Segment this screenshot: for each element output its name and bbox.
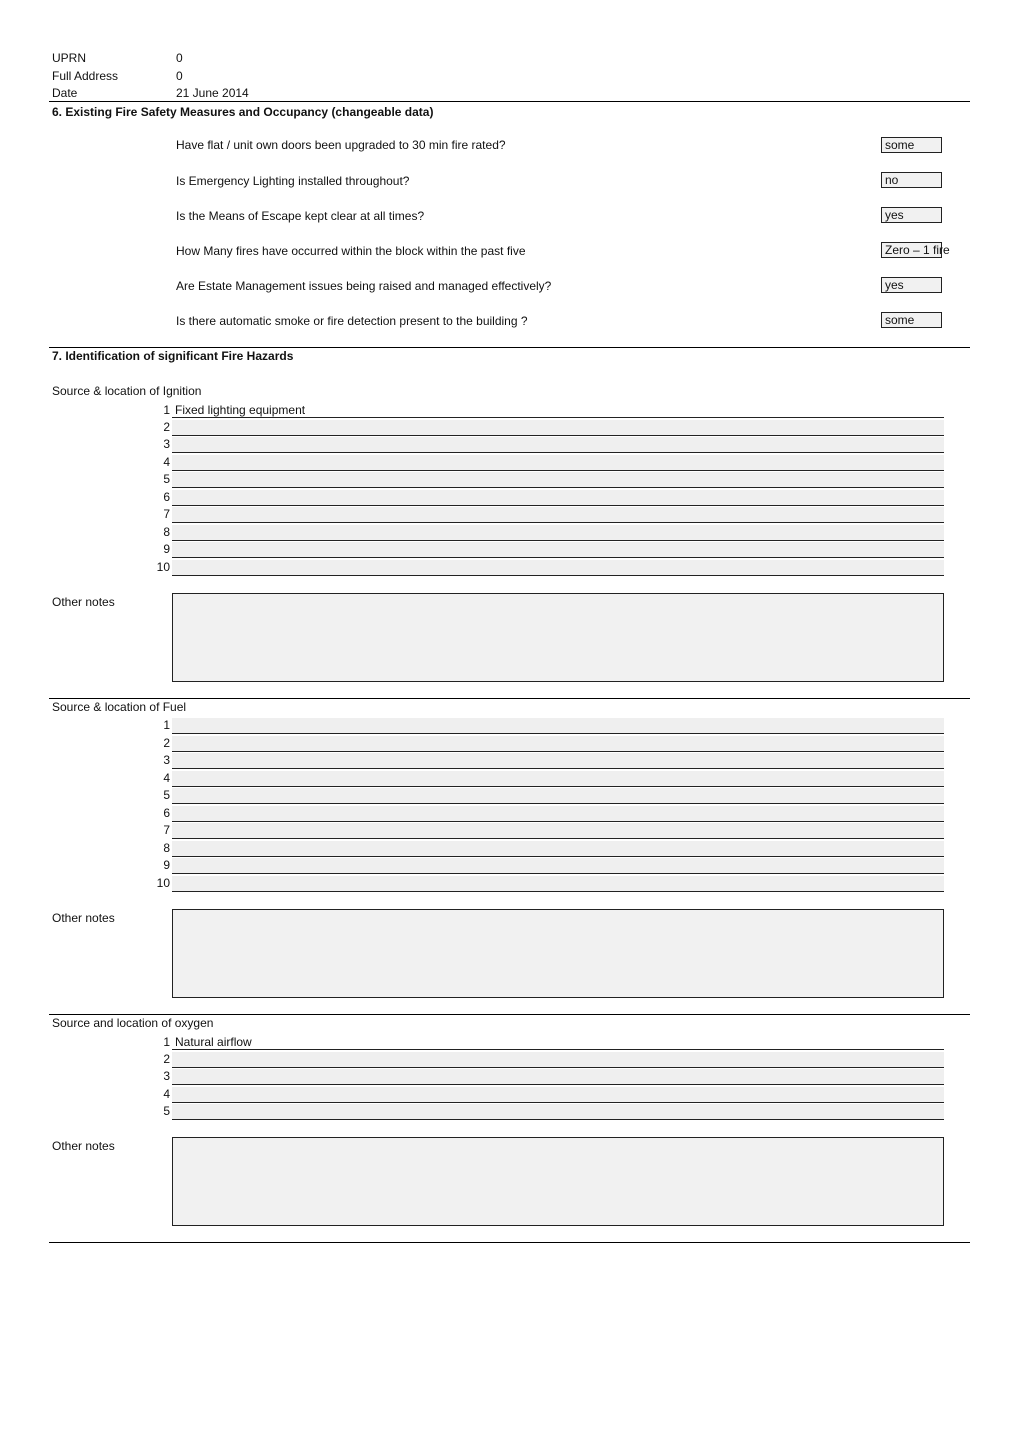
date-label: Date [52, 86, 78, 100]
fuel-row-number: 9 [163, 858, 170, 872]
oxygen-notes-field[interactable] [172, 1137, 944, 1226]
uprn-value: 0 [176, 51, 183, 65]
uprn-label: UPRN [52, 51, 87, 65]
ignition-row-number: 10 [156, 560, 170, 574]
answer-doors[interactable]: some [881, 137, 942, 153]
ignition-row-number: 6 [163, 490, 170, 504]
fuel-notes-field[interactable] [172, 909, 944, 998]
fuel-row-number: 5 [163, 788, 170, 802]
divider [49, 101, 970, 102]
ignition-row-field[interactable] [172, 542, 944, 558]
oxygen-label: Source and location of oxygen [52, 1016, 214, 1030]
ignition-row-field[interactable] [172, 507, 944, 523]
fuel-row-field[interactable] [172, 823, 944, 839]
fuel-label: Source & location of Fuel [52, 700, 187, 714]
ignition-notes-field[interactable] [172, 593, 944, 682]
fuel-row-number: 10 [156, 876, 170, 890]
oxygen-row-field[interactable]: Natural airflow [172, 1034, 944, 1050]
oxygen-row-number: 5 [163, 1104, 170, 1118]
oxygen-row-field[interactable] [172, 1052, 944, 1068]
fuel-row-number: 3 [163, 753, 170, 767]
date-value: 21 June 2014 [176, 86, 249, 100]
ignition-row-field[interactable] [172, 525, 944, 541]
answer-emergency-lighting[interactable]: no [881, 172, 942, 188]
fuel-row-number: 7 [163, 823, 170, 837]
question-means-of-escape: Is the Means of Escape kept clear at all times? [176, 209, 425, 223]
fuel-row-number: 8 [163, 841, 170, 855]
fuel-row-number: 1 [163, 718, 170, 732]
ignition-row-field[interactable] [172, 437, 944, 453]
ignition-row-field[interactable] [172, 420, 944, 436]
ignition-row-field[interactable] [172, 472, 944, 488]
ignition-row-number: 2 [163, 420, 170, 434]
oxygen-row-number: 1 [163, 1035, 170, 1049]
ignition-row-number: 8 [163, 525, 170, 539]
ignition-row-field[interactable] [172, 490, 944, 506]
fuel-row-field[interactable] [172, 736, 944, 752]
ignition-row-number: 7 [163, 507, 170, 521]
oxygen-row-field[interactable] [172, 1087, 944, 1103]
divider [49, 347, 970, 348]
question-doors: Have flat / unit own doors been upgraded to 30 min fire rated? [176, 138, 506, 152]
answer-means-of-escape[interactable]: yes [881, 207, 942, 223]
divider [49, 698, 970, 699]
question-fires-occurred: How Many fires have occurred within the block within the past five [176, 244, 526, 258]
address-value: 0 [176, 69, 183, 83]
question-estate-management: Are Estate Management issues being raised and managed effectively? [176, 279, 552, 293]
oxygen-row-number: 4 [163, 1087, 170, 1101]
ignition-row-field[interactable] [172, 455, 944, 471]
section6-title: 6. Existing Fire Safety Measures and Occupancy (changeable data) [52, 105, 434, 119]
fuel-row-field[interactable] [172, 876, 944, 892]
oxygen-notes-label: Other notes [52, 1139, 115, 1153]
fuel-row-field[interactable] [172, 788, 944, 804]
fuel-row-field[interactable] [172, 718, 944, 734]
oxygen-row-number: 3 [163, 1069, 170, 1083]
fuel-row-field[interactable] [172, 753, 944, 769]
oxygen-row-number: 2 [163, 1052, 170, 1066]
ignition-notes-label: Other notes [52, 595, 115, 609]
divider [49, 1014, 970, 1015]
answer-fires-occurred[interactable]: Zero – 1 fire [881, 242, 942, 258]
question-emergency-lighting: Is Emergency Lighting installed throughout? [176, 174, 410, 188]
fuel-row-number: 2 [163, 736, 170, 750]
divider [49, 1242, 970, 1243]
section7-title: 7. Identification of significant Fire Hazards [52, 349, 294, 363]
fuel-row-field[interactable] [172, 806, 944, 822]
ignition-row-number: 9 [163, 542, 170, 556]
fuel-row-field[interactable] [172, 771, 944, 787]
ignition-row-number: 4 [163, 455, 170, 469]
address-label: Full Address [52, 69, 119, 83]
ignition-row-number: 3 [163, 437, 170, 451]
fuel-row-number: 4 [163, 771, 170, 785]
ignition-label: Source & location of Ignition [52, 384, 202, 398]
fuel-row-field[interactable] [172, 858, 944, 874]
ignition-row-field[interactable] [172, 560, 944, 576]
fuel-notes-label: Other notes [52, 911, 115, 925]
answer-smoke-detection[interactable]: some [881, 312, 942, 328]
fuel-row-number: 6 [163, 806, 170, 820]
ignition-row-number: 5 [163, 472, 170, 486]
ignition-row-number: 1 [163, 403, 170, 417]
question-smoke-detection: Is there automatic smoke or fire detection present to the building ? [176, 314, 528, 328]
oxygen-row-field[interactable] [172, 1104, 944, 1120]
ignition-row-field[interactable]: Fixed lighting equipment [172, 402, 944, 418]
answer-estate-management[interactable]: yes [881, 277, 942, 293]
fuel-row-field[interactable] [172, 841, 944, 857]
oxygen-row-field[interactable] [172, 1069, 944, 1085]
